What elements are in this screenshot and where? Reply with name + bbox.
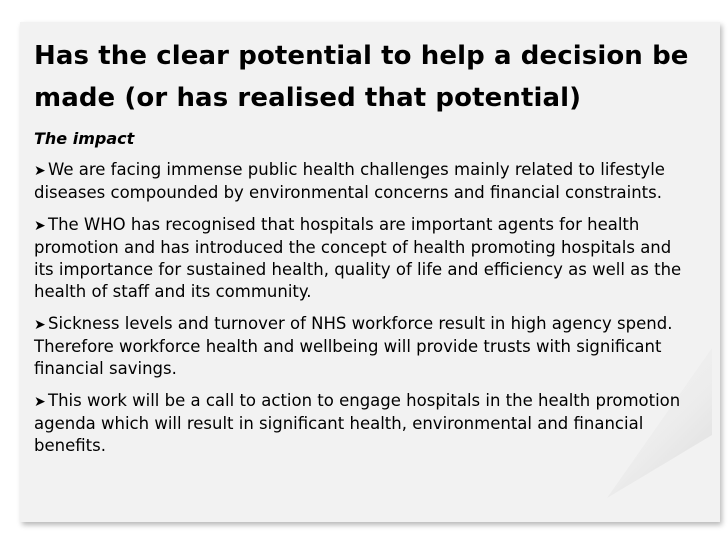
bullet-text: This work will be a call to action to engage hospitals in the health promotion agenda which will result in significant health, environmental and financial benefits. (34, 391, 681, 455)
arrowhead-bullet-icon: ➤ (34, 394, 46, 410)
section-subheading: The impact (34, 129, 135, 148)
bullet-text: The WHO has recognised that hospitals are important agents for health promotion and has introduced the concept of health promoting hospitals and its importance for sustained health, quality of life and efficiency as well as the health of staff and its community. (34, 215, 682, 301)
arrowhead-bullet-icon: ➤ (34, 163, 46, 179)
bullet-text: Sickness levels and turnover of NHS workforce result in high agency spend. Therefore workforce health and wellbeing will provide trusts with significant financial savings. (34, 314, 673, 378)
slide-title: Has the clear potential to help a decision be made (or has realised that potential) (34, 41, 689, 113)
bullet-item (34, 390, 694, 457)
bullet-item (34, 214, 694, 303)
bullet-item (34, 313, 694, 380)
slide-content (34, 35, 694, 457)
arrowhead-bullet-icon: ➤ (34, 218, 46, 234)
arrowhead-bullet-icon: ➤ (34, 317, 46, 333)
bullet-text: We are facing immense public health challenges mainly related to lifestyle diseases compounded by environmental concerns and financial constraints. (34, 160, 665, 202)
bullet-item (34, 159, 694, 204)
